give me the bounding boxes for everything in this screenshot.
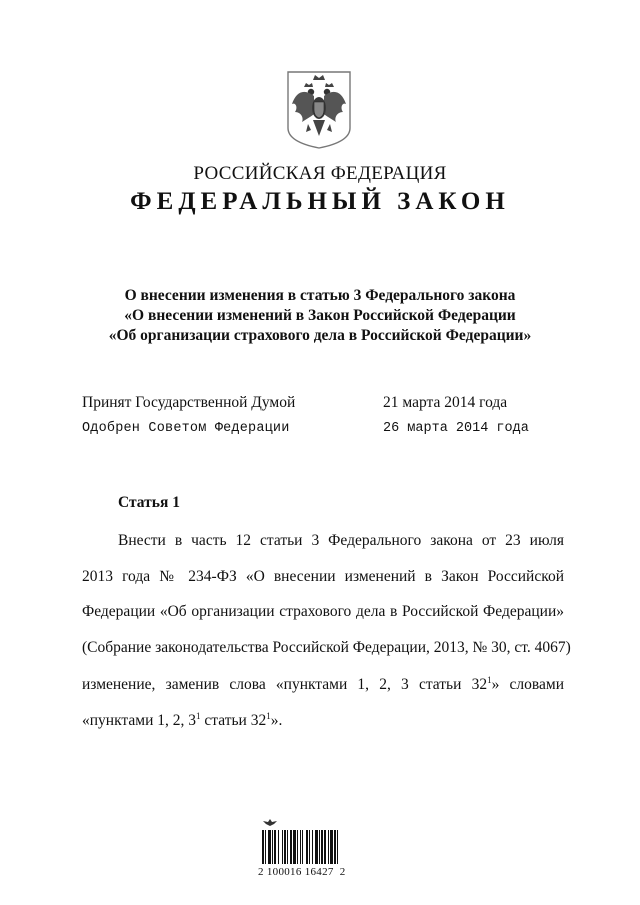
article-heading: Статья 1 (118, 494, 180, 511)
article-text-line: 2013 года № 234-ФЗ «О внесении изменений в Закон Российской (82, 568, 564, 585)
law-type-heading: ФЕДЕРАЛЬНЫЙ ЗАКОН (130, 188, 510, 215)
article-text-line: «пунктами 1, 2, $3^1$ статьи $32^1$». (82, 711, 283, 729)
article-text-line: изменение, заменив слова «пунктами 1, 2, 3 статьи $32^1$» словами (82, 675, 564, 693)
country-name: РОССИЙСКАЯ ФЕДЕРАЦИЯ (193, 163, 447, 184)
barcode-number: 2 100016 16427 2 (258, 866, 346, 878)
coat-of-arms-icon (286, 70, 352, 150)
article-text-line: Внести в часть 12 статьи 3 Федерального закона от 23 июля (118, 532, 564, 549)
barcode-icon (262, 830, 378, 864)
article-text-line: (Собрание законодательства Российской Федерации, 2013, № 30, ст. 4067) (82, 639, 571, 656)
adopted-by-duma-label: Принят Государственной Думой (82, 394, 296, 411)
adopted-date: 21 марта 2014 года (383, 394, 508, 411)
article-text-line: Федерации «Об организации страхового дела в Российской Федерации» (82, 603, 564, 620)
small-eagle-mark-icon (262, 818, 278, 827)
law-title-line: «Об организации страхового дела в Российской Федерации» (108, 327, 532, 344)
approved-date: 26 марта 2014 года (383, 421, 529, 436)
law-title-line: «О внесении изменений в Закон Российской Федерации (124, 307, 516, 324)
approved-by-federation-council-label: Одобрен Советом Федерации (82, 421, 290, 436)
law-title-line: О внесении изменения в статью 3 Федерального закона (124, 287, 516, 304)
